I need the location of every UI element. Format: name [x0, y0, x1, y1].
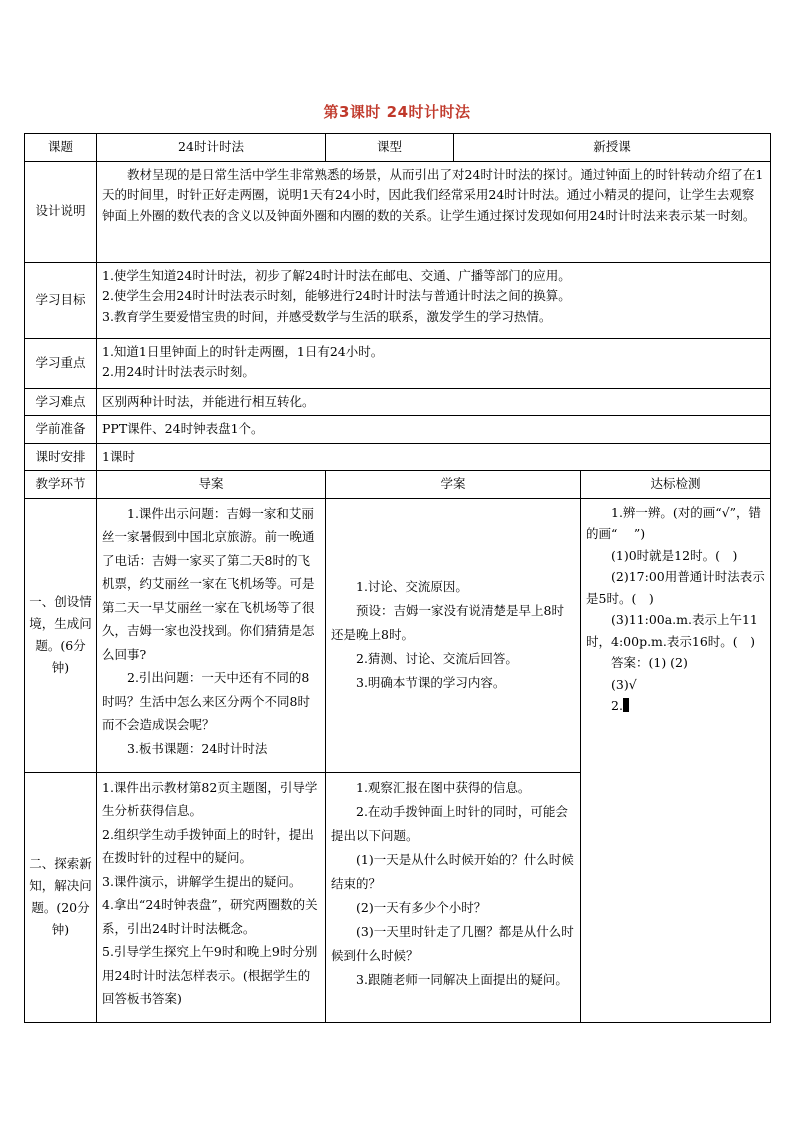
- header-study: 学案: [326, 471, 581, 499]
- guide-item: 4.拿出“24时钟表盘”，研究两圈数的关系，引出24时计时法概念。: [102, 897, 318, 936]
- check-item: (2)17:00用普通计时法表示是5时。( ): [586, 569, 765, 606]
- prep-text: PPT课件、24时钟表盘1个。: [97, 416, 771, 444]
- schedule-label: 课时安排: [25, 443, 97, 471]
- study-item: 1.讨论、交流原因。: [356, 579, 468, 594]
- row-prep: [25, 416, 771, 444]
- check-item: (1)0时就是12时。( ): [611, 547, 738, 563]
- design-label: 设计说明: [25, 161, 97, 262]
- row-goals: [25, 262, 771, 338]
- topic-value: 24时计时法: [97, 134, 326, 162]
- stage2-study-cell: [326, 772, 581, 1022]
- study-item: (1)一天是从什么时候开始的？什么时候结束的？: [331, 851, 574, 891]
- check-item: (3)√: [611, 676, 637, 692]
- check-item-2: [586, 695, 765, 717]
- study-item: 2.猜测、讨论、交流后回答。: [356, 651, 518, 666]
- goal-item: 3.教育学生要爱惜宝贵的时间，并感受数学与生活的联系，激发学生的学习热情。: [102, 308, 552, 324]
- design-text: 教材呈现的是日常生活中学生非常熟悉的场景，从而引出了对24时计时法的探讨。通过钟面上的时针转动介绍了在1天的时间里，时针正好走两圈，说明1天有24小时，因此我们经常采用24时计时法。通过小精灵的提问，让学生去观察钟面上外圈的数代表的含义以及钟面外圈和内圈的数的关系。让学生通过探讨发现如何用24时计时法来表示某一时刻。: [102, 166, 764, 223]
- study-item: (2)一天有多少个小时？: [356, 899, 487, 915]
- prep-label: 学前准备: [25, 416, 97, 444]
- focus-item: 1.知道1日里钟面上的时针走两圈，1日有24小时。: [102, 343, 384, 359]
- row-headers: [25, 471, 771, 499]
- focus-item: 2.用24时计时法表示时刻。: [102, 364, 255, 379]
- check-item-2-label: 2.: [611, 698, 623, 713]
- row-stage1: [25, 498, 771, 772]
- guide-item: 2.组织学生动手拨钟面上的时针，提出在拨时针的过程中的疑问。: [102, 826, 314, 865]
- guide-item: 5.引导学生探究上午9时和晚上9时分别用24时计时法怎样表示。(根据学生的回答板书答案): [102, 944, 318, 1006]
- study-item: 预设：吉姆一家没有说清楚是早上8时还是晚上8时。: [331, 603, 564, 642]
- row-focus: [25, 338, 771, 388]
- guide-item: 3.板书课题：24时计时法: [127, 740, 268, 756]
- goal-item: 2.使学生会用24时计时法表示时刻，能够进行24时计时法与普通计时法之间的换算。: [102, 288, 571, 303]
- study-item: 3.跟随老师一同解决上面提出的疑问。: [356, 971, 568, 987]
- text-cursor: [623, 698, 629, 712]
- lesson-type-label: 课型: [326, 134, 454, 162]
- header-check: 达标检测: [581, 471, 771, 499]
- check-item: 答案：(1) (2): [611, 655, 688, 670]
- study-item: 1.观察汇报在图中获得的信息。: [356, 779, 531, 795]
- stage1-guide-cell: [97, 498, 326, 772]
- guide-item: 1.课件出示问题：吉姆一家和艾丽丝一家暑假到中国北京旅游。前一晚通了电话：吉姆一家买了第二天8时的飞机票，约艾丽丝一家在飞机场等。可是第二天一早艾丽丝一家在飞机场等了很久，吉姆一家也没找到。你们猜猜是怎么回事?: [102, 505, 315, 662]
- lesson-type-value: 新授课: [454, 134, 771, 162]
- stage2-guide-clip: [102, 776, 320, 1016]
- difficulty-text: 区别两种计时法，并能进行相互转化。: [97, 388, 771, 416]
- goal-item: 1.使学生知道24时计时法，初步了解24时计时法在邮电、交通、广播等部门的应用。: [102, 267, 571, 283]
- stage2-guide-cell: [97, 772, 326, 1022]
- header-stage: 教学环节: [25, 471, 97, 499]
- focus-label: 学习重点: [25, 338, 97, 388]
- check-cell: [581, 498, 771, 1022]
- topic-label: 课题: [25, 134, 97, 162]
- study-item: (3)一天里时针走了几圈？都是从什么时候到什么时候？: [331, 923, 574, 963]
- goals-label: 学习目标: [25, 262, 97, 338]
- design-cell: [97, 161, 771, 262]
- header-guide: 导案: [97, 471, 326, 499]
- check-item: (3)11:00a.m.表示上午11时，4:00p.m.表示16时。( ): [586, 612, 758, 649]
- lesson-plan-table: [24, 133, 771, 1023]
- study-item: 3.明确本节课的学习内容。: [356, 675, 506, 690]
- page-title: 第3课时 24时计时法: [323, 103, 471, 121]
- guide-item: 3.课件演示，讲解学生提出的疑问。: [102, 873, 302, 889]
- guide-item: 1.课件出示教材第82页主题图，引导学生分析获得信息。: [102, 779, 318, 818]
- study-item: 2.在动手拨钟面上时针的同时，可能会提出以下问题。: [331, 803, 568, 843]
- focus-cell: [97, 338, 771, 388]
- row-schedule: [25, 443, 771, 471]
- difficulty-label: 学习难点: [25, 388, 97, 416]
- row-design: [25, 161, 771, 262]
- row-topic: [25, 134, 771, 162]
- schedule-text: 1课时: [97, 443, 771, 471]
- stage1-study-cell: [326, 498, 581, 772]
- stage2-label: 二、探索新知，解决问题。(20分钟): [25, 772, 97, 1022]
- guide-item: 2.引出问题：一天中还有不同的8时吗？生活中怎么来区分两个不同8时而不会造成误会呢？: [102, 670, 310, 732]
- stage1-label: 一、创设情境，生成问题。(6分钟): [25, 498, 97, 772]
- row-difficulty: [25, 388, 771, 416]
- stage2-study-clip: [331, 776, 575, 1016]
- check-item: 1.辨一辨。(对的画“√”，错的画“ ”): [586, 504, 762, 541]
- goals-cell: [97, 262, 771, 338]
